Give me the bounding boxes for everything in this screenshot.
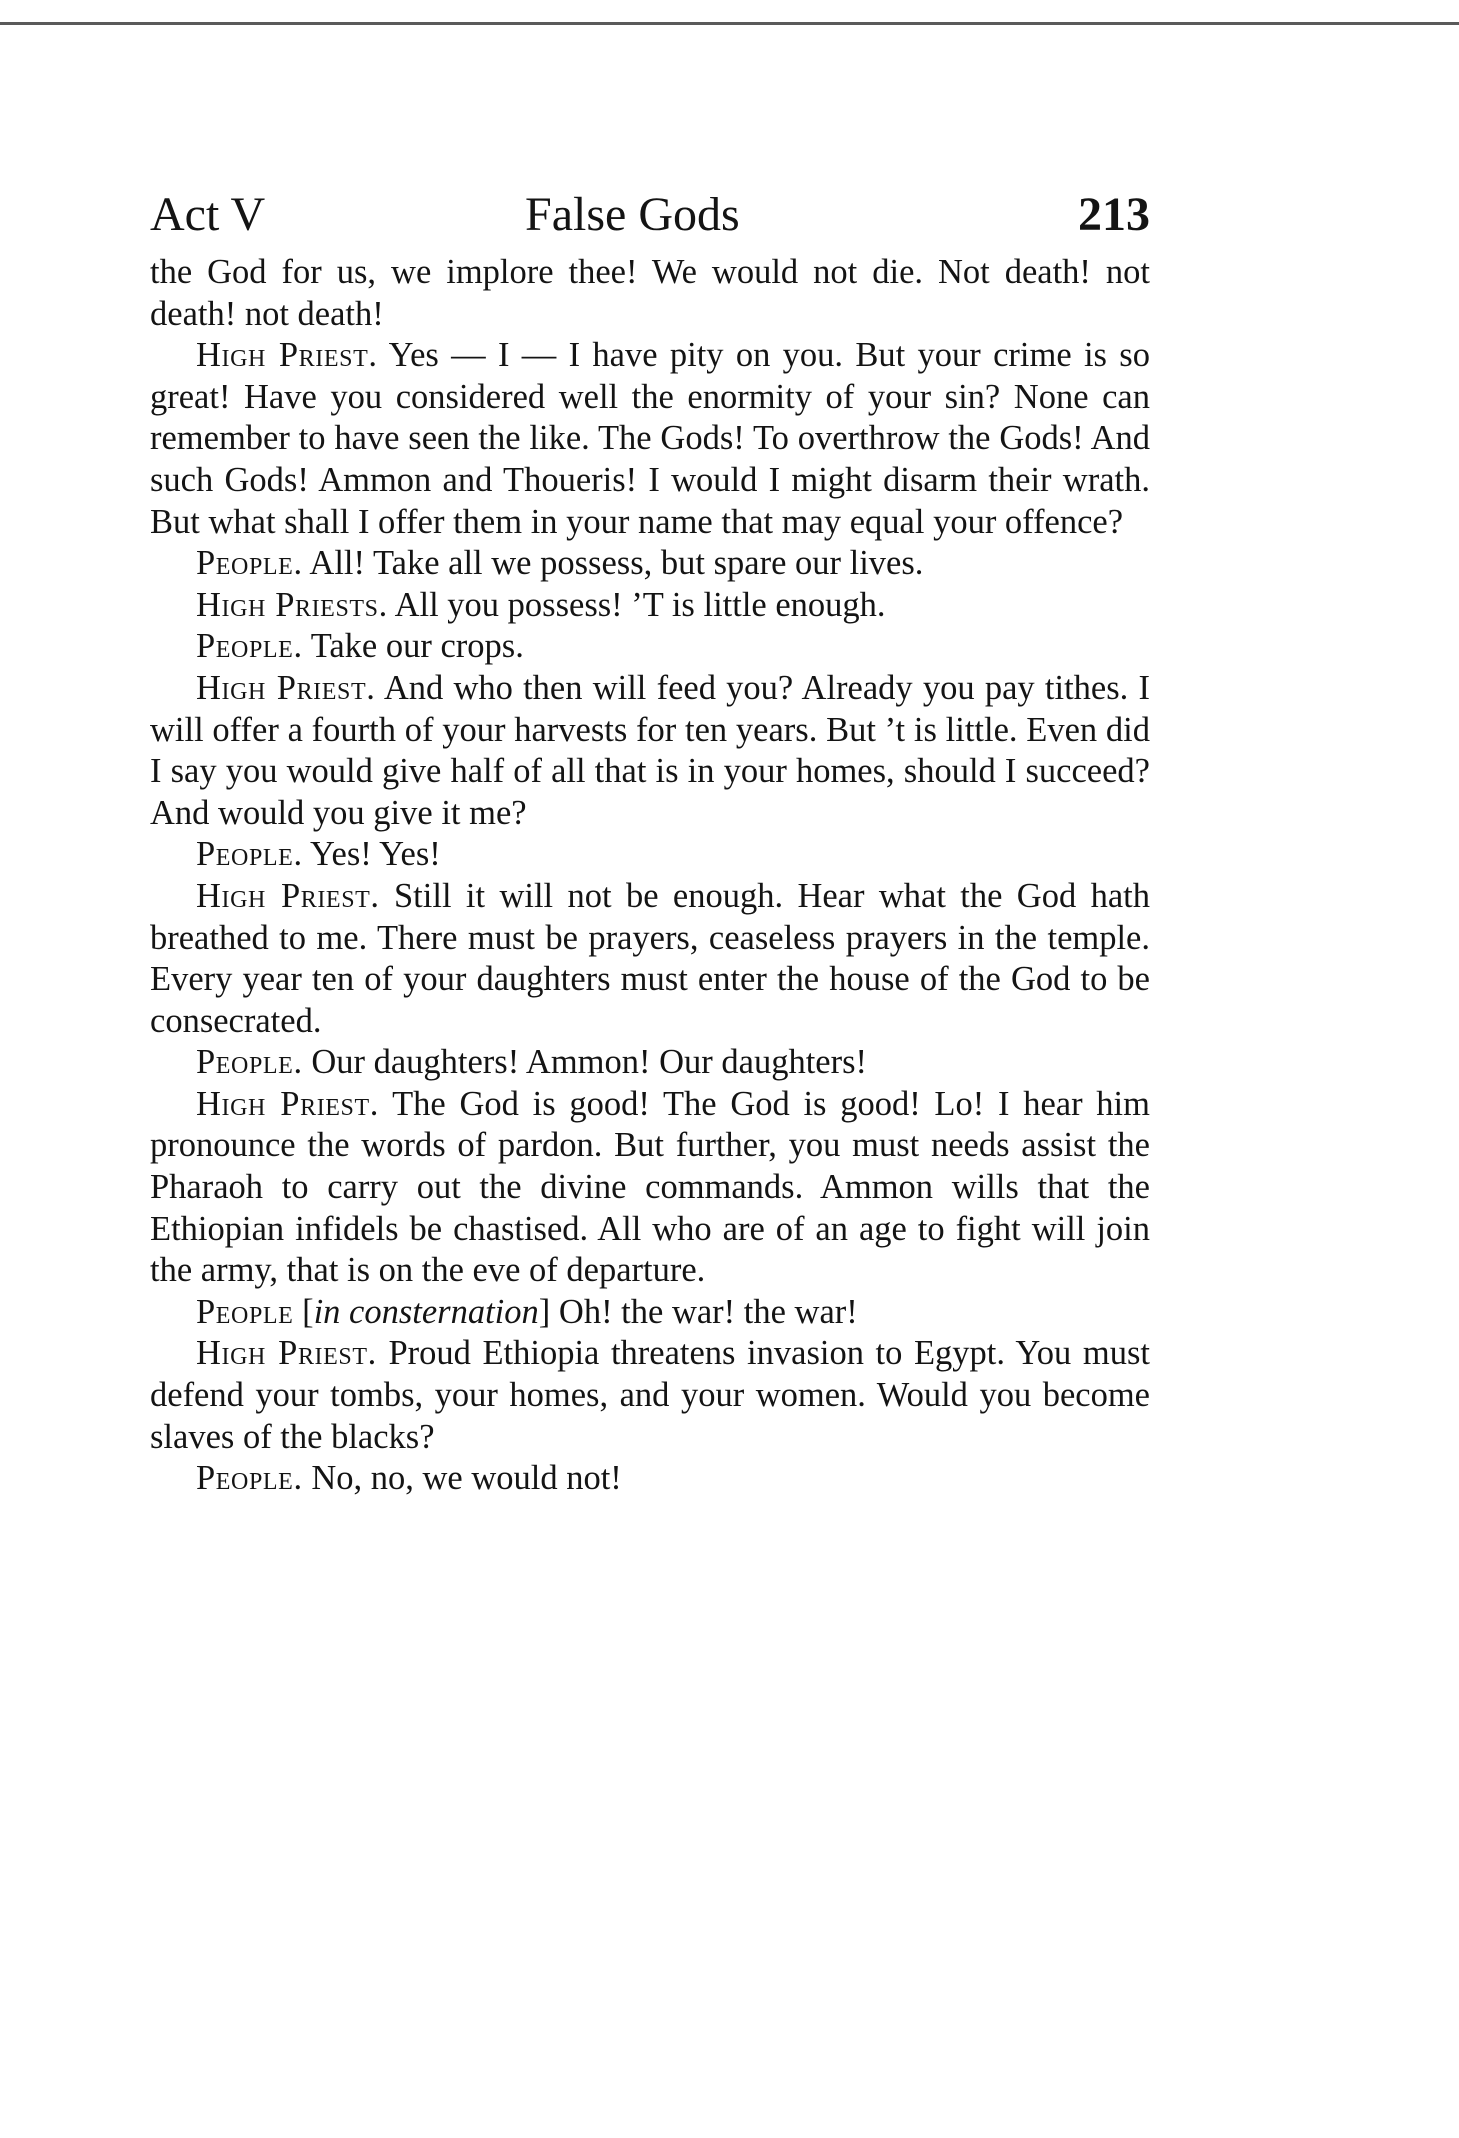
- page-number: 213: [1078, 188, 1150, 241]
- dialogue-paragraph: [150, 1458, 1150, 1500]
- running-title: False Gods: [525, 188, 740, 241]
- dialogue-text: All! Take all we possess, but spare our lives.: [309, 544, 924, 583]
- dialogue-text: Still it will not be enough. Hear what the God hath breathed to me. There must be prayers, ceaseless prayers in the temple. Every year ten of your daughters must enter the house of the God to be consecrated.: [150, 876, 1150, 1040]
- dialogue-paragraph: [150, 543, 1150, 585]
- dialogue-paragraph: [150, 1084, 1150, 1292]
- speaker-name: People.: [196, 1459, 303, 1498]
- dialogue-text: Yes — I — I have pity on you. But your crime is so great! Have you considered well the enormity of your sin? None can remember to have seen the like. The Gods! To overthrow the Gods! And such Gods! Ammon and Thoueris! I would I might disarm their wrath. But what shall I offer them in your name that may equal your offence?: [150, 336, 1150, 541]
- speaker-name: People.: [196, 835, 303, 874]
- stage-direction: [in consternation]: [302, 1292, 551, 1331]
- running-header: [150, 180, 1150, 250]
- speaker-name: People.: [196, 627, 303, 666]
- speaker-name: High Priest.: [196, 1084, 379, 1123]
- act-label: Act V: [150, 188, 266, 241]
- speaker-name: People: [196, 1292, 294, 1331]
- speaker-name: High Priest.: [196, 668, 376, 707]
- dialogue-paragraph: [150, 1333, 1150, 1458]
- dialogue-text: Oh! the war! the war!: [558, 1292, 858, 1331]
- dialogue-paragraph: [150, 626, 1150, 668]
- speaker-name: People.: [196, 1043, 303, 1082]
- dialogue-paragraph: [150, 668, 1150, 834]
- top-scan-rule: [0, 22, 1459, 25]
- speaker-name: High Priest.: [196, 1334, 377, 1373]
- book-page: [150, 180, 1150, 1500]
- dialogue-paragraph: [150, 1292, 1150, 1334]
- dialogue-text: The God is good! The God is good! Lo! I hear him pronounce the words of pardon. But further, you must needs assist the Pharaoh to carry out the divine commands. Ammon wills that the Ethiopian infidels be chastised. All who are of an age to fight will join the army, that is on the eve of departure.: [150, 1084, 1150, 1290]
- speaker-name: High Priests.: [196, 585, 388, 624]
- speaker-name: High Priest.: [196, 876, 380, 915]
- dialogue-text: Take our crops.: [310, 627, 524, 666]
- dialogue-text: Proud Ethiopia threatens invasion to Egypt. You must defend your tombs, your homes, and your women. Would you become slaves of the blacks?: [150, 1334, 1150, 1456]
- play-text: [150, 252, 1150, 1500]
- speaker-name: People.: [196, 544, 303, 583]
- dialogue-text: Our daughters! Ammon! Our daughters!: [311, 1043, 868, 1082]
- dialogue-paragraph: [150, 834, 1150, 876]
- dialogue-text: the God for us, we implore thee! We would not die. Not death! not death! not death!: [150, 253, 1150, 333]
- dialogue-paragraph: [150, 1042, 1150, 1084]
- dialogue-text: No, no, we would not!: [311, 1459, 622, 1498]
- dialogue-text: All you possess! ’T is little enough.: [394, 585, 886, 624]
- dialogue-paragraph: [150, 585, 1150, 627]
- stage-direction-text: in consternation: [313, 1292, 539, 1331]
- dialogue-text: And who then will feed you? Already you pay tithes. I will offer a fourth of your harvests for ten years. But ’t is little. Even did I say you would give half of all that is in your homes, should I succeed? And would you give it me?: [150, 668, 1150, 832]
- speaker-name: High Priest.: [196, 336, 378, 375]
- dialogue-paragraph: [150, 876, 1150, 1042]
- dialogue-paragraph: [150, 335, 1150, 543]
- dialogue-text: Yes! Yes!: [310, 835, 441, 874]
- dialogue-paragraph: [150, 252, 1150, 335]
